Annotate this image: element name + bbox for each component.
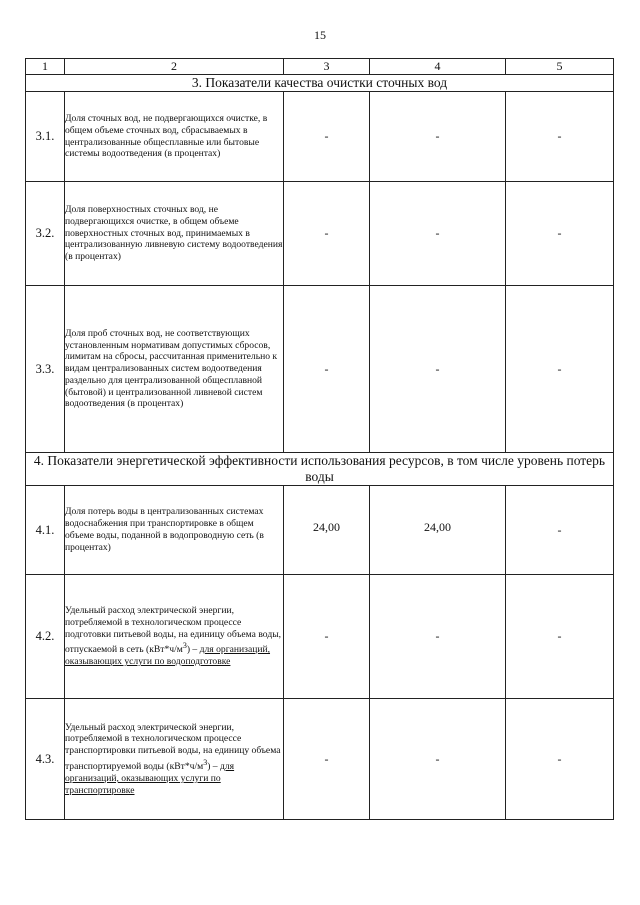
indicators-table [25, 58, 614, 820]
desc-text: Удельный расход электрической энергии, потребляемой в технологическом процессе подготовки питьевой воды, на единицу объема воды, отпускаемой в сеть (кВт*ч/м [65, 604, 282, 656]
table-row [26, 182, 614, 286]
row-description [65, 699, 284, 820]
header-cell-2: 2 [65, 59, 284, 75]
value-col-4: 24,00 [370, 486, 506, 575]
desc-dash: ) – [186, 644, 200, 656]
row-number: 4.2. [26, 575, 65, 699]
header-cell-4: 4 [370, 59, 506, 75]
row-number: 3.3. [26, 286, 65, 453]
row-number: 4.1. [26, 486, 65, 575]
row-description: Доля поверхностных сточных вод, не подвергающихся очистке, в общем объеме поверхностных сточных вод, принимаемых в централизованную ливневую систему водоотведения (в процентах) [65, 182, 284, 286]
row-description: Доля сточных вод, не подвергающихся очистке, в общем объеме сточных вод, сбрасываемых в централизованные общесплавные или бытовые системы водоотведения (в процентах) [65, 92, 284, 182]
row-number: 3.1. [26, 92, 65, 182]
value-col-3: - [284, 575, 370, 699]
section-title-4: 4. Показатели энергетической эффективности использования ресурсов, в том числе уровень потерь воды [26, 453, 614, 486]
desc-underlined: для организаций, оказывающих услуги по транспортировке [65, 761, 235, 796]
value-col-5: - [506, 486, 614, 575]
table-header-row [26, 59, 614, 75]
row-description [65, 575, 284, 699]
desc-dash: ) – [207, 761, 220, 773]
value-col-3: 24,00 [284, 486, 370, 575]
section-row-4 [26, 453, 614, 486]
desc-superscript: 3 [203, 757, 208, 767]
row-number: 4.3. [26, 699, 65, 820]
header-cell-1: 1 [26, 59, 65, 75]
value-col-5: - [506, 92, 614, 182]
table-row [26, 486, 614, 575]
header-cell-5: 5 [506, 59, 614, 75]
section-row-3 [26, 75, 614, 92]
value-col-4: - [370, 92, 506, 182]
table-row [26, 92, 614, 182]
row-description: Доля потерь воды в централизованных системах водоснабжения при транспортировке в общем объеме воды, поданной в водопроводную сеть (в процентах) [65, 486, 284, 575]
page-number: 15 [314, 28, 326, 42]
value-col-3: - [284, 699, 370, 820]
desc-superscript: 3 [182, 641, 187, 651]
value-col-5: - [506, 182, 614, 286]
value-col-5: - [506, 699, 614, 820]
row-number: 3.2. [26, 182, 65, 286]
desc-underlined: для организаций, оказывающих услуги по водоподготовке [65, 644, 271, 668]
value-col-4: - [370, 182, 506, 286]
table-row [26, 575, 614, 699]
value-col-5: - [506, 286, 614, 453]
header-cell-3: 3 [284, 59, 370, 75]
value-col-5: - [506, 575, 614, 699]
value-col-3: - [284, 182, 370, 286]
value-col-4: - [370, 286, 506, 453]
row-description: Доля проб сточных вод, не соответствующих установленным нормативам допустимых сбросов, лимитам на сбросы, рассчитанная применительно к видам централизованных систем водоотведения раздельно для централизованной общесплавной (бытовой) и централизованной ливневой систем водоотведения (в процентах) [65, 286, 284, 453]
section-title-3: 3. Показатели качества очистки сточных вод [26, 75, 614, 92]
value-col-4: - [370, 575, 506, 699]
table-row [26, 699, 614, 820]
value-col-3: - [284, 92, 370, 182]
table-row [26, 286, 614, 453]
desc-text: Удельный расход электрической энергии, потребляемой в технологическом процессе транспортировки питьевой воды, на единицу объема транспортируемой воды (кВт*ч/м [65, 721, 281, 773]
value-col-3: - [284, 286, 370, 453]
value-col-4: - [370, 699, 506, 820]
